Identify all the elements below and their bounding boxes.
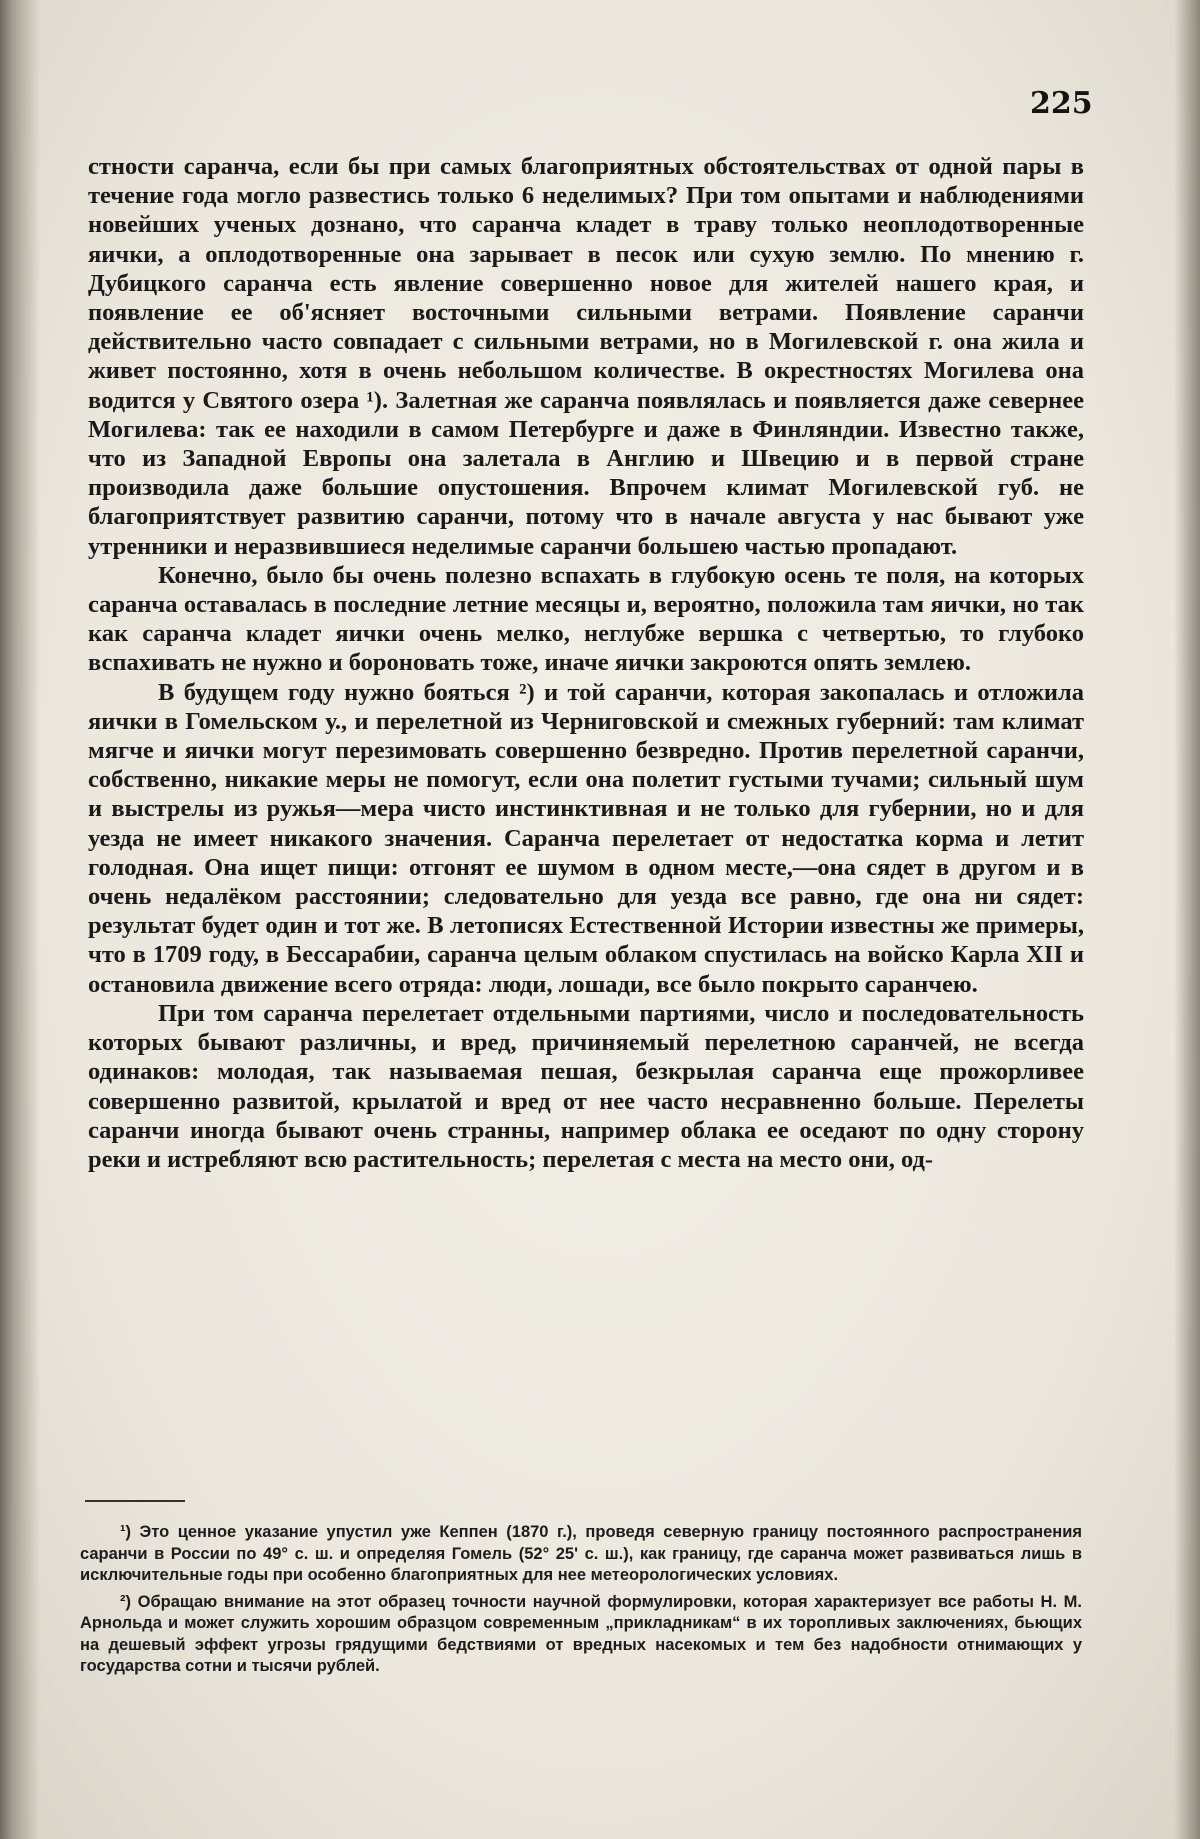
paragraph: Конечно, было бы очень полезно вспахать в глубокую осень те поля, на которых саранча оставалась в последние летние месяцы и, вероятно, положила там яички, но так как саранча кладет яички очень мелко, неглубже вершка с четвертью, то глубоко вспахивать не нужно и бороновать тоже, иначе яички закроются опять землею.	[88, 561, 1084, 677]
page-number: 225	[1030, 86, 1093, 121]
paragraph: стности саранча, если бы при самых благоприятных обстоятельствах от одной пары в течение года могло развестись только 6 неделимых? При том опытами и наблюдениями новейших ученых дознано, что саранча кладет в траву только неоплодотворенные яички, а оплодотворенные она зарывает в песок или сухую землю. По мнению г. Дубицкого саранча есть явление совершенно новое для жителей нашего края, и появление ее об'ясняет восточными сильными ветрами. Появление саранчи действительно часто совпадает с сильными ветрами, но в Могилевской г. она жила и живет постоянно, хотя в очень небольшом количестве. В окрестностях Могилева она водится у Святого озера ¹). Залетная же саранча появлялась и появляется даже севернее Могилева: так ее находили в самом Петербурге и даже в Финляндии. Известно также, что из Западной Европы она залетала в Англию и Швецию и в первой стране производила даже большие опустошения. Впрочем климат Могилевской губ. не благоприятствует развитию саранчи, потому что в начале августа у нас бывают уже утренники и неразвившиеся неделимые саранчи большею частью пропадают.	[88, 153, 1084, 560]
footnote: ¹) Это ценное указание упустил уже Кеппен (1870 г.), проведя северную границу постоянного распространения саранчи в России по 49° с. ш. и определяя Гомель (52° 25' с. ш.), как границу, где саранча может развиваться лишь в исключительные годы при особенно благоприятных для нее метеорологических условиях.	[80, 1523, 1082, 1584]
page-edge-shadow-right	[1174, 0, 1200, 1839]
paragraph: В будущем году нужно бояться ²) и той саранчи, которая закопалась и отложила яички в Гомельском у., и перелетной из Черниговской и смежных губерний: там климат мягче и яички могут перезимовать совершенно безвредно. Против перелетной саранчи, собственно, никакие меры не помогут, если она полетит густыми тучами; сильный шум и выстрелы из ружья—мера чисто инстинктивная и не только для губернии, но и для уезда не имеет никакого значения. Саранча перелетает от недостатка корма и летит голодная. Она ищет пищи: отгонят ее шумом в одном месте,—она сядет в другом и в очень недалёком расстоянии; следовательно для уезда все равно, где она ни сядет: результат будет один и тот же. В летописях Естественной Истории известны же примеры, что в 1709 году, в Бессарабии, саранча целым облаком спустилась на войско Карла XII и остановила движение всего отряда: люди, лошади, все было покрыто саранчею.	[88, 678, 1084, 998]
footnote: ²) Обращаю внимание на этот образец точности научной формулировки, которая характеризует все работы Н. М. Арнольда и может служить хорошим образцом современным „прикладникам“ в их торопливых заключениях, бьющих на дешевый эффект угрозы грядущими бедствиями от вредных насекомых и тем без надобности отнимающих у государства сотни и тысячи рублей.	[80, 1592, 1082, 1675]
page-edge-shadow-left	[0, 0, 40, 1839]
footnotes	[80, 1522, 1082, 1683]
footnote-separator	[85, 1500, 185, 1502]
paragraph: При том саранча перелетает отдельными партиями, число и последовательность которых бывают различны, и вред, причиняемый перелетною саранчей, не всегда одинаков: молодая, так называемая пешая, безкрылая саранча еще прожорливее совершенно развитой, крылатой и вред от нее часто несравненно больше. Перелеты саранчи иногда бывают очень странны, например облака ее оседают по одну сторону реки и истребляют всю растительность; перелетая с места на место они, од-	[88, 999, 1084, 1173]
main-text	[88, 152, 1084, 1174]
